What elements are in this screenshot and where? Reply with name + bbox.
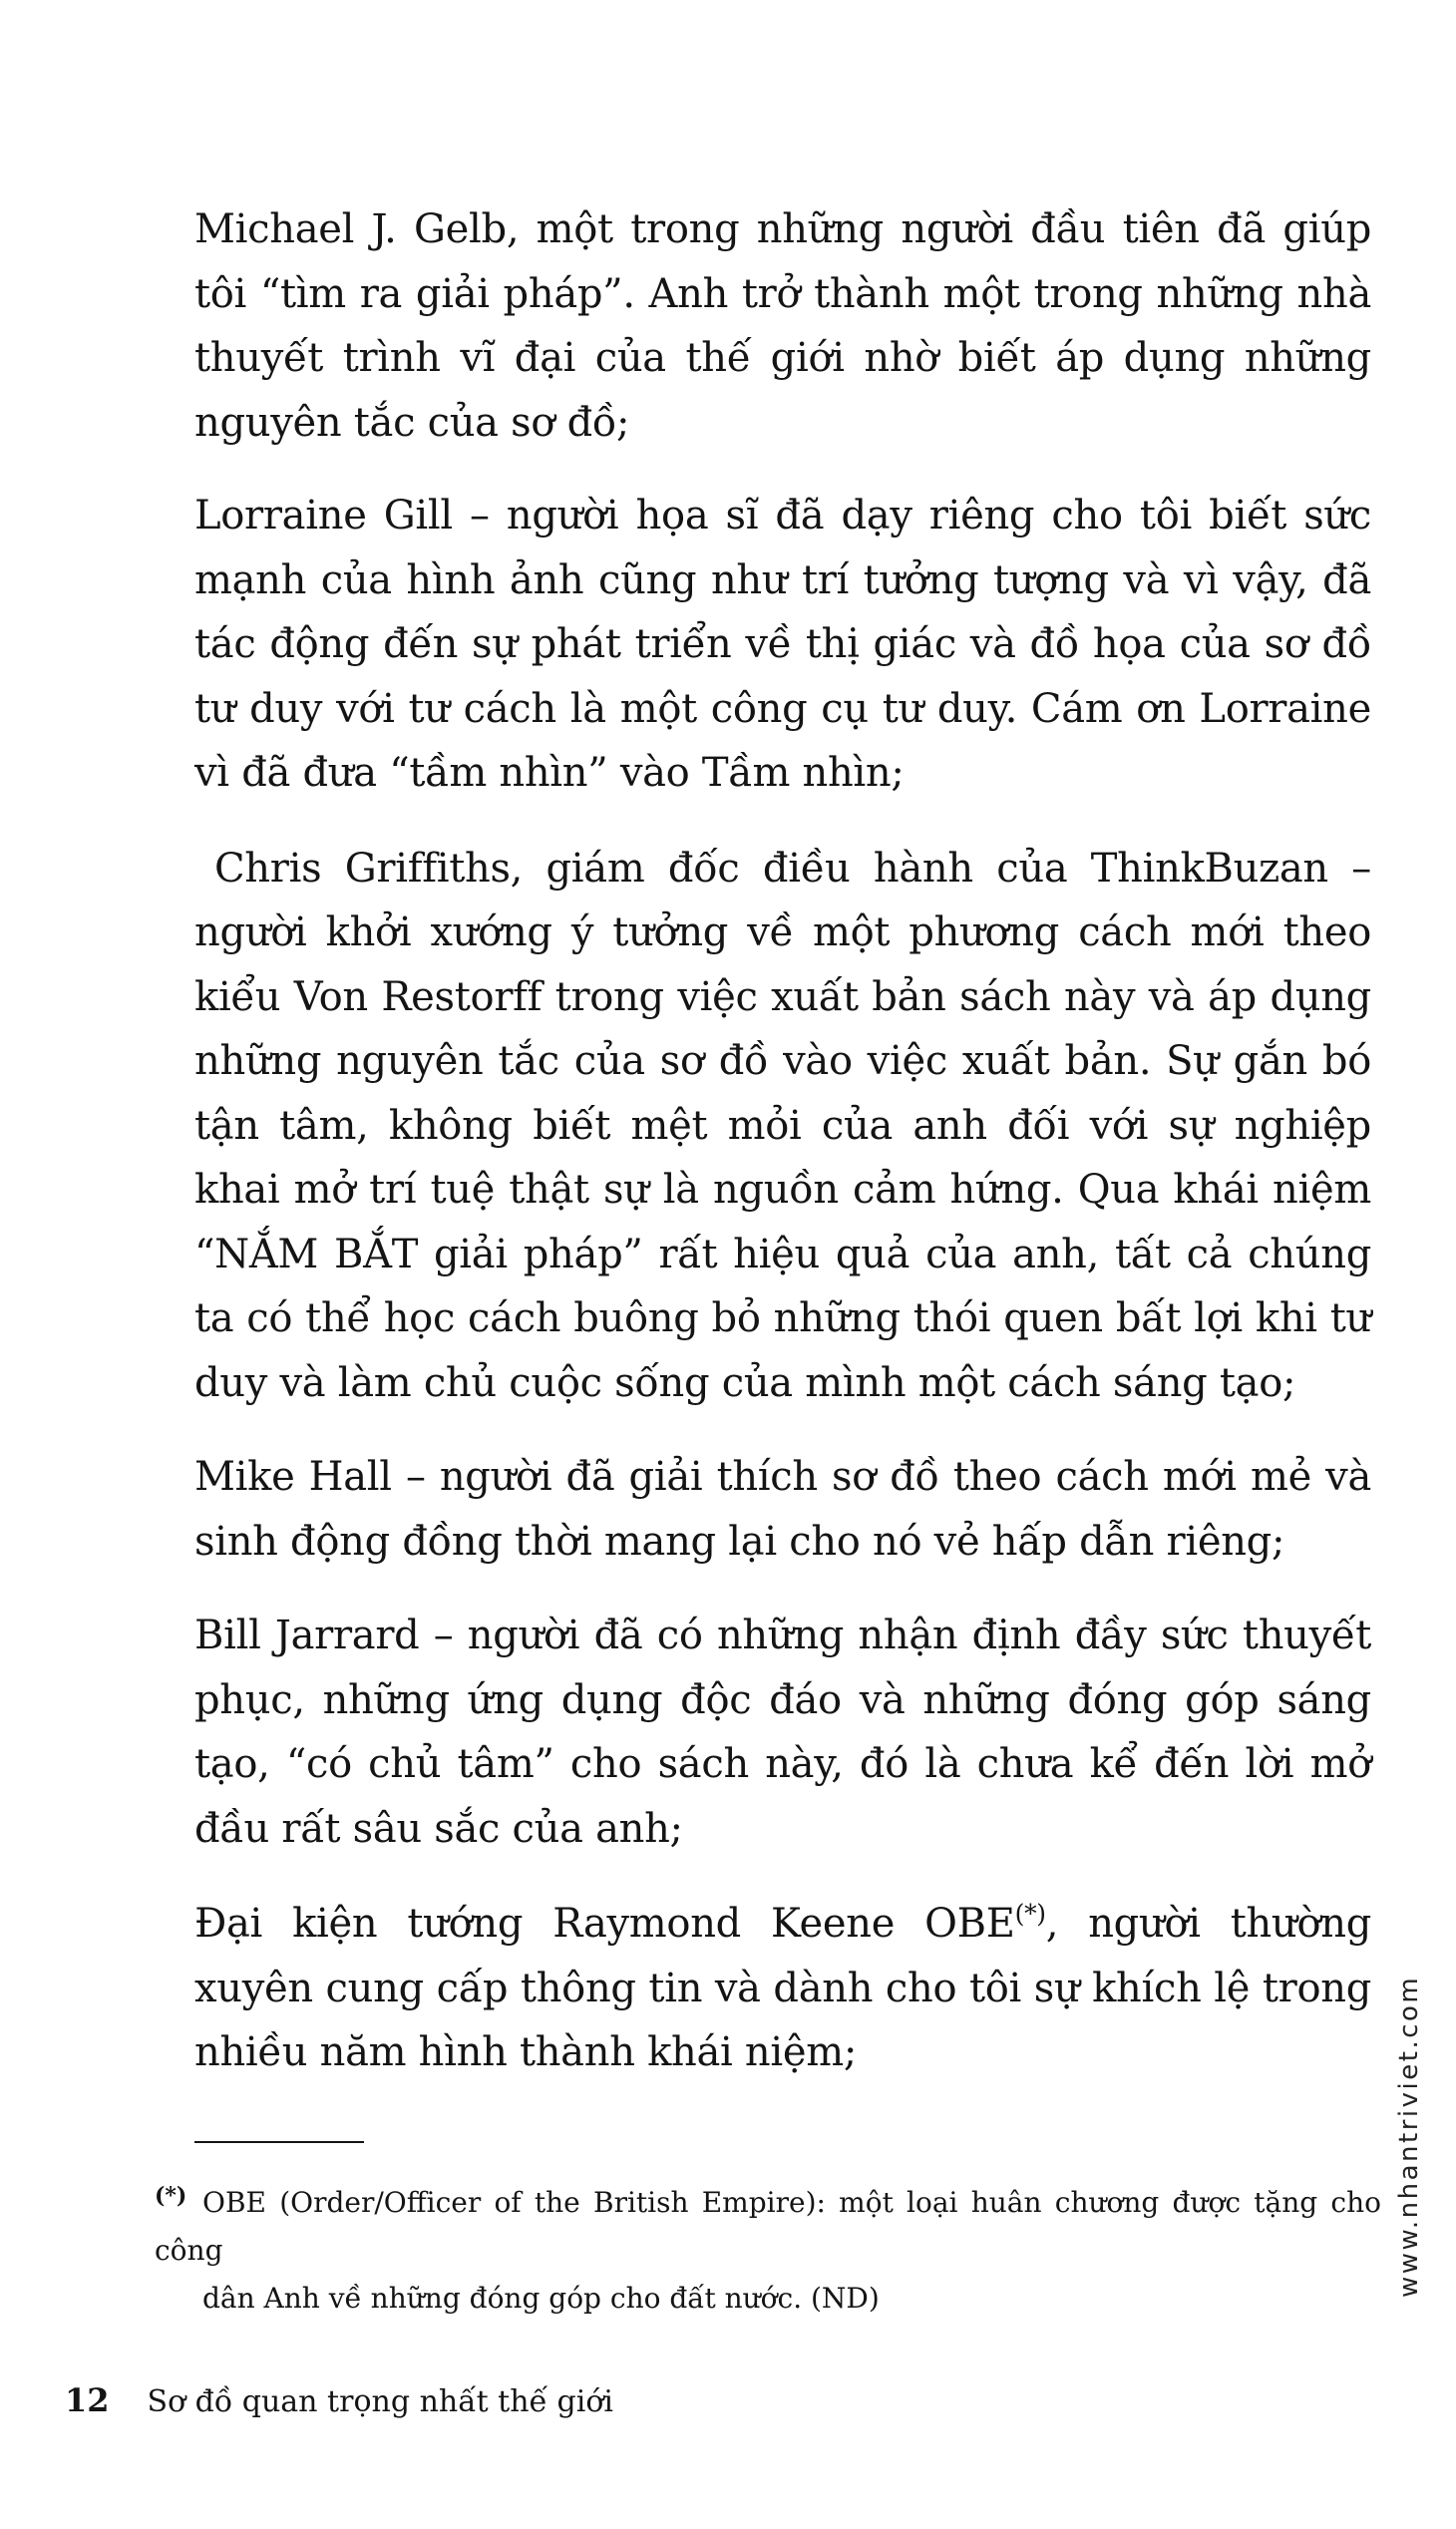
footnote-text-1: OBE (Order/Officer of the British Empire): một loại huân chương được tặng cho công bbox=[155, 2186, 1381, 2267]
acknowledgements-body bbox=[194, 197, 1371, 2085]
paragraph-michael-gelb: Michael J. Gelb, một trong những người đầu tiên đã giúp tôi “tìm ra giải pháp”. Anh trở thành một trong những nhà thuyết trình vĩ đại của thế giới nhờ biết áp dụng những nguyên tắc của sơ đồ; bbox=[194, 206, 1371, 446]
paragraph-raymond-keene-end: , người thường xuyên cung cấp thông tin và dành cho tôi sự khích lệ trong nhiều năm hình thành khái niệm; bbox=[194, 1901, 1372, 2075]
page-number: 12 bbox=[65, 2381, 110, 2419]
footnote-divider bbox=[194, 2141, 364, 2143]
footnote-line-1 bbox=[155, 2172, 1381, 2275]
paragraph-raymond-keene-start: Đại kiện tướng Raymond Keene OBE bbox=[194, 1901, 1015, 1947]
footnote-marker: (*) bbox=[155, 2183, 187, 2209]
running-title: Sơ đồ quan trọng nhất thế giới bbox=[147, 2384, 614, 2419]
paragraph-mike-hall: Mike Hall – người đã giải thích sơ đồ theo cách mới mẻ và sinh động đồng thời mang lại cho nó vẻ hấp dẫn riêng; bbox=[194, 1454, 1371, 1565]
footnote-reference: (*) bbox=[1014, 1899, 1046, 1929]
publisher-watermark: www.nhantriviet.com bbox=[1394, 1975, 1424, 2298]
footnote bbox=[155, 2172, 1381, 2323]
paragraph-chris-griffiths: Chris Griffiths, giám đốc điều hành của ThinkBuzan – người khởi xướng ý tưởng về một phương cách mới theo kiểu Von Restorff trong việc xuất bản sách này và áp dụng những nguyên tắc của sơ đồ vào việc xuất bản. Sự gắn bó tận tâm, không biết mệt mỏi của anh đối với sự nghiệp khai mở trí tuệ thật sự là nguồn cảm hứng. Qua khái niệm “NẮM BẮT giải pháp” rất hiệu quả của anh, tất cả chúng ta có thể học cách buông bỏ những thói quen bất lợi khi tư duy và làm chủ cuộc sống của mình một cách sáng tạo; bbox=[194, 845, 1371, 1406]
page-footer bbox=[65, 2380, 613, 2422]
paragraph-lorraine-gill: Lorraine Gill – người họa sĩ đã dạy riêng cho tôi biết sức mạnh của hình ảnh cũng như trí tưởng tượng và vì vậy, đã tác động đến sự phát triển về thị giác và đồ họa của sơ đồ tư duy với tư cách là một công cụ tư duy. Cám ơn Lorraine vì đã đưa “tầm nhìn” vào Tầm nhìn; bbox=[194, 493, 1371, 796]
paragraph-bill-jarrard: Bill Jarrard – người đã có những nhận định đầy sức thuyết phục, những ứng dụng độc đáo và những đóng góp sáng tạo, “có chủ tâm” cho sách này, đó là chưa kể đến lời mở đầu rất sâu sắc của anh; bbox=[194, 1613, 1371, 1852]
paragraph-raymond-keene bbox=[194, 1892, 1371, 2085]
footnote-line-2: dân Anh về những đóng góp cho đất nước. (ND) bbox=[202, 2282, 880, 2315]
